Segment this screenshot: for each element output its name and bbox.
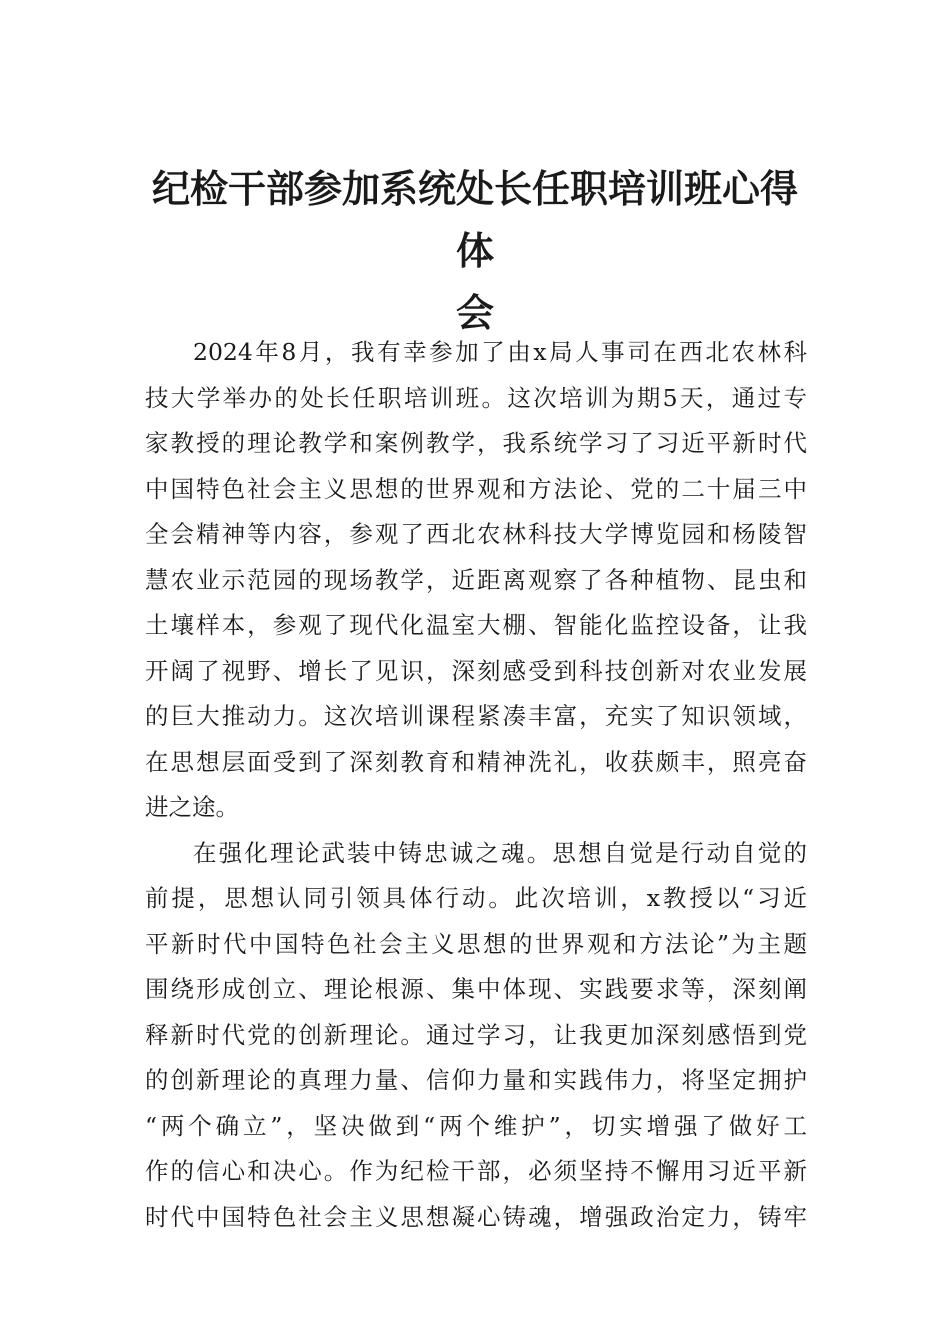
text-line: 家教授的理论教学和案例教学，我系统学习了习近平新时代 <box>145 429 807 457</box>
text-line: 开阔了视野、增长了见识，深刻感受到科技创新对农业发展 <box>145 656 807 685</box>
text-line: 2024年8月，我有幸参加了由x局人事司在西北农林科 <box>193 338 807 366</box>
text-line: 慧农业示范园的现场教学，近距离观察了各种植物、昆虫和 <box>145 565 807 594</box>
document-title <box>145 158 805 344</box>
text-line: 技大学举办的处长任职培训班。这次培训为期5天，通过专 <box>145 383 807 412</box>
text-line: 作的信心和决心。作为纪检干部，必须坚持不懈用习近平新 <box>145 1157 807 1185</box>
text-line: 土壤样本，参观了现代化温室大棚、智能化监控设备，让我 <box>145 611 807 639</box>
text-line: 中国特色社会主义思想的世界观和方法论、党的二十届三中 <box>145 474 807 503</box>
text-line: 在思想层面受到了深刻教育和精神洗礼，收获颇丰，照亮奋 <box>145 747 807 776</box>
text-line: 前提，思想认同引领具体行动。此次培训，x教授以“习近 <box>145 884 807 912</box>
text-line: 围绕形成创立、理论根源、集中体现、实践要求等，深刻阐 <box>145 975 807 1003</box>
text-line: 全会精神等内容，参观了西北农林科技大学博览园和杨陵智 <box>145 520 807 548</box>
paragraph <box>145 330 807 831</box>
text-line: 进之途。 <box>145 793 239 821</box>
document-body <box>145 330 807 1240</box>
paragraph <box>145 831 807 1241</box>
text-line: 的创新理论的真理力量、信仰力量和实践伟力，将坚定拥护 <box>145 1066 807 1094</box>
text-line: 时代中国特色社会主义思想凝心铸魂，增强政治定力，铸牢 <box>145 1202 807 1231</box>
text-line: 释新时代党的创新理论。通过学习，让我更加深刻感悟到党 <box>145 1020 807 1049</box>
title-line: 纪检干部参加系统处长任职培训班心得体 <box>151 166 798 273</box>
text-line: 平新时代中国特色社会主义思想的世界观和方法论”为主题 <box>145 929 807 958</box>
text-line: 的巨大推动力。这次培训课程紧凑丰富，充实了知识领域， <box>145 702 807 730</box>
text-line: 在强化理论武装中铸忠诚之魂。思想自觉是行动自觉的 <box>193 838 807 867</box>
title-line: 会 <box>455 290 494 335</box>
text-line: “两个确立”，坚决做到“两个维护”，切实增强了做好工 <box>145 1111 807 1140</box>
